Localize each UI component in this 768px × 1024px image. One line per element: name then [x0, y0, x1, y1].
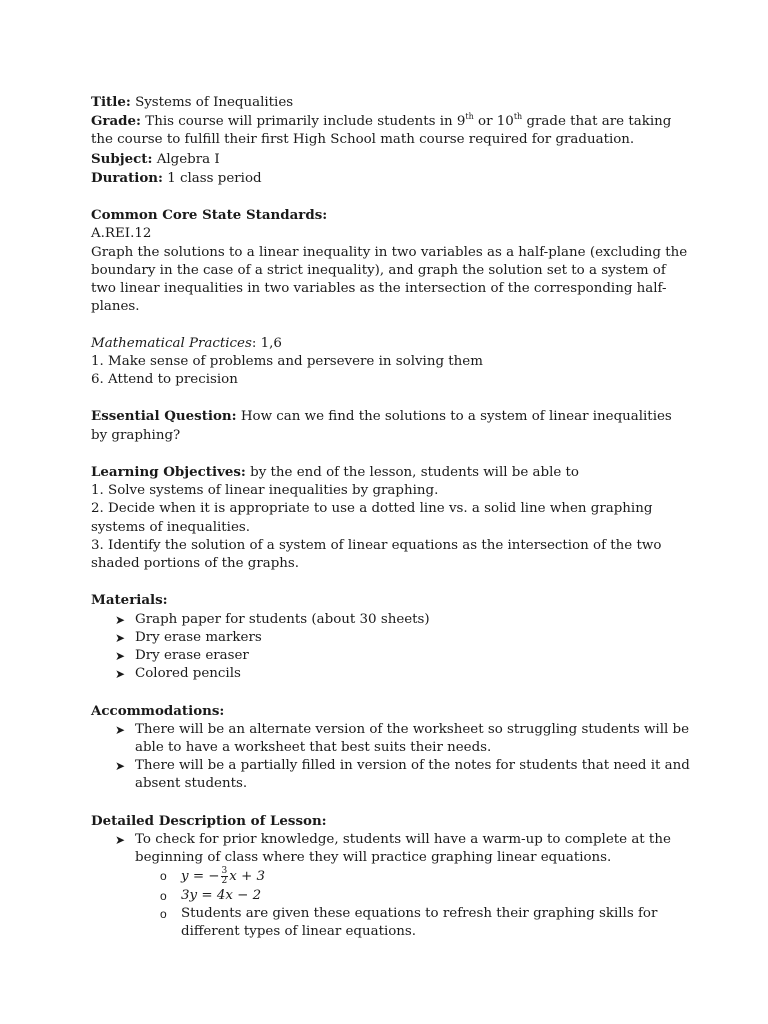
essential-question — [91, 407, 691, 444]
materials-heading — [91, 591, 691, 610]
objectives-intro: by the end of the lesson, students will be able to — [250, 465, 579, 480]
essential-text: How can we find the solutions to a system of linear inequalities by graphing? — [91, 409, 672, 443]
lesson-plan — [91, 93, 691, 941]
subject-value: Algebra I — [156, 151, 220, 167]
spacer — [91, 573, 691, 591]
grade-sup-1: th — [465, 111, 474, 121]
standards-heading-text: Common Core State Standards: — [91, 207, 328, 224]
spacer — [91, 445, 691, 463]
duration-line — [91, 169, 691, 188]
grade-line — [91, 112, 691, 149]
fraction — [221, 867, 229, 886]
grade-text-3: grade that are taking the course to fulfill their first High School math course required for graduation. — [91, 114, 672, 148]
grade-label: Grade: — [91, 113, 141, 130]
description-list — [91, 831, 691, 941]
subject-line — [91, 150, 691, 169]
fraction-numerator: 3 — [221, 866, 228, 877]
essential-label: Essential Question: — [91, 408, 237, 425]
title-line — [91, 93, 691, 112]
practice-item: 1. Make sense of problems and persevere in solving them — [91, 353, 483, 369]
description-label: Detailed Description of Lesson: — [91, 812, 327, 829]
grade-text-1: This course will primarily include students in 9 — [145, 114, 466, 130]
practice-item: 6. Attend to precision — [91, 372, 238, 388]
title-value: Systems of Inequalities — [135, 95, 294, 110]
list-item — [135, 831, 691, 941]
objective-item: 1. Solve systems of linear inequalities by graphing. — [91, 483, 439, 499]
spacer — [91, 683, 691, 701]
title-label: Title: — [91, 94, 131, 110]
equation-item — [181, 867, 691, 886]
objective-item: 3. Identify the solution of a system of linear equations as the intersection of the two shaded portions of the graphs. — [91, 537, 662, 572]
duration-label: Duration: — [91, 169, 163, 186]
list-item: ➤ Dry erase eraser — [135, 647, 691, 665]
objectives-line — [91, 463, 691, 482]
list-item: ➤ Colored pencils — [135, 665, 691, 683]
sub-note: o Students are given these equations to refresh their graphing skills for different types of linear equations. — [181, 905, 691, 941]
objective-item: 2. Decide when it is appropriate to use a dotted line vs. a solid line when graphing systems of inequalities. — [91, 501, 653, 535]
list-item: ➤ Graph paper for students (about 30 sheets) — [135, 611, 691, 629]
list-item: ➤ There will be a partially filled in version of the notes for students that need it and absent students. — [135, 757, 691, 793]
description-text: To check for prior knowledge, students will have a warm-up to complete at the beginning of class where they will practice graphing linear equations. — [135, 832, 671, 866]
spacer — [91, 389, 691, 407]
accommodations-label: Accommodations: — [91, 702, 225, 719]
list-item: ➤ There will be an alternate version of the worksheet so struggling students will be able to have a worksheet that best suits their needs. — [135, 721, 691, 757]
equation-1-right: x + 3 — [229, 869, 266, 885]
objectives-label: Learning Objectives: — [91, 464, 246, 480]
standards-heading — [91, 206, 691, 225]
equation-list — [135, 867, 691, 941]
grade-sup-2: th — [513, 111, 523, 121]
practices-line — [91, 335, 691, 353]
equation-1-left: y = − — [181, 869, 220, 885]
equation-item — [181, 887, 691, 905]
materials-list — [91, 611, 691, 684]
practices-value: : 1,6 — [251, 335, 282, 351]
materials-label: Materials: — [91, 592, 168, 609]
practices-label: Mathematical Practices — [91, 335, 252, 351]
list-item: ➤ Dry erase markers — [135, 629, 691, 647]
subject-label: Subject: — [91, 150, 153, 167]
spacer — [91, 316, 691, 334]
fraction-denominator: 2 — [221, 876, 228, 887]
accommodations-heading — [91, 702, 691, 721]
spacer — [91, 188, 691, 206]
spacer — [91, 794, 691, 812]
equation-2: 3y = 4x − 2 — [181, 887, 262, 903]
standards-text: Graph the solutions to a linear inequality in two variables as a half-plane (excluding the boundary in the case of a strict inequality), and graph the solution set to a system of two linear inequalities in two variables as the intersection of the corresponding half-planes. — [91, 244, 688, 315]
description-heading — [91, 812, 691, 831]
standards-code: A.REI.12 — [91, 226, 152, 242]
grade-text-2: or 10 — [473, 114, 514, 130]
accommodations-list — [91, 721, 691, 794]
duration-value: 1 class period — [167, 170, 262, 186]
